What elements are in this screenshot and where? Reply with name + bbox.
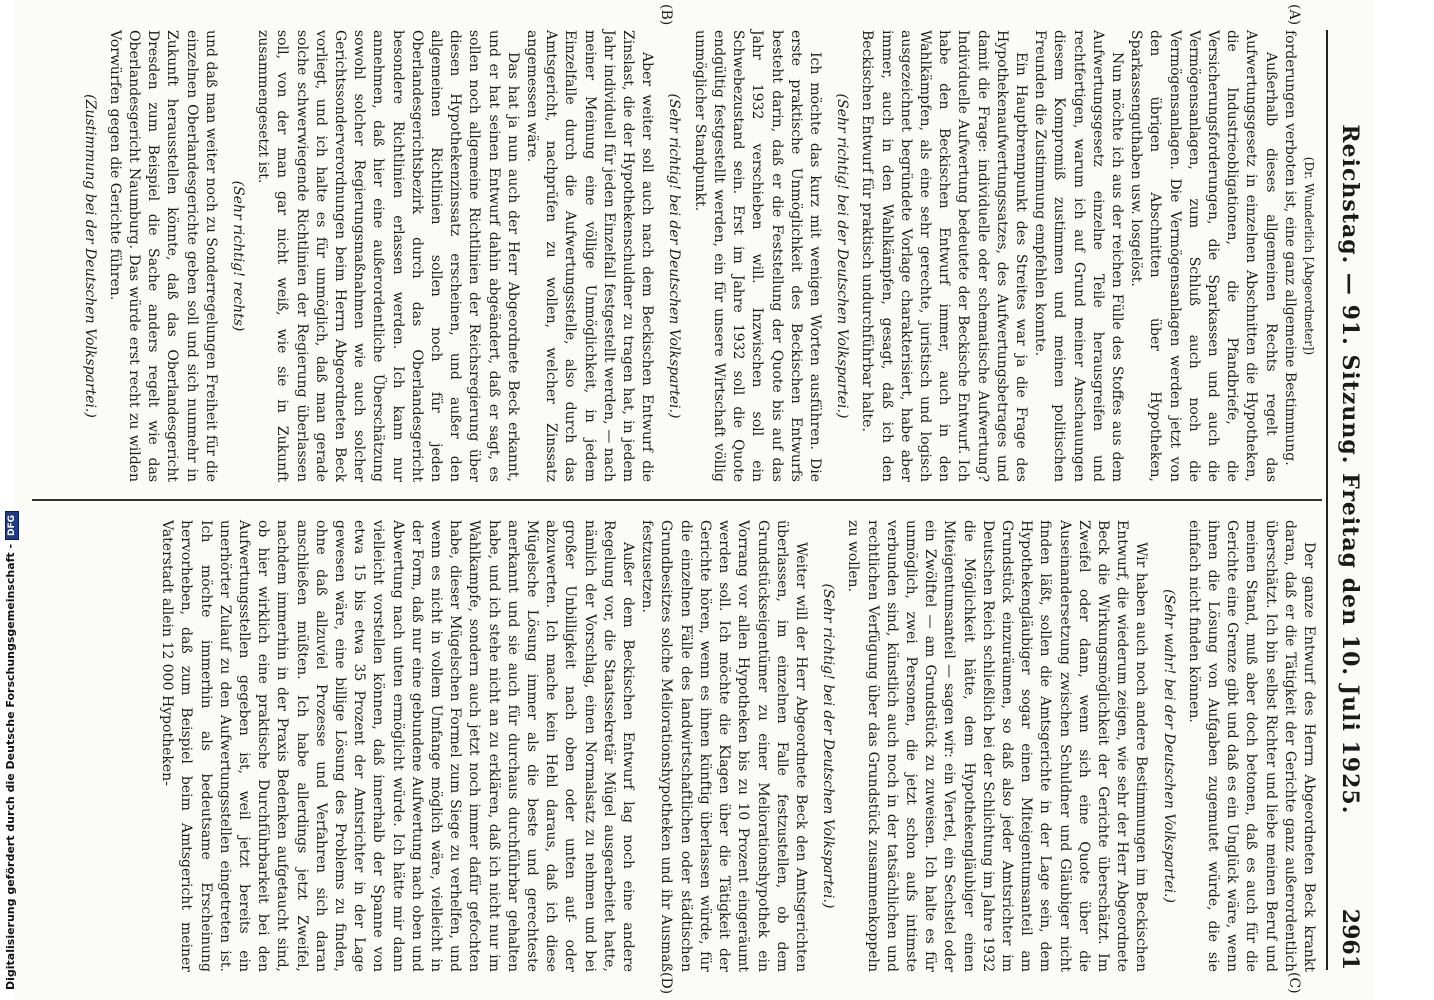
left-paragraph: Das hat ja nun auch der Herr Abgeordnete Beck erkannt, und er hat seinen Entwurf dahin abgeändert, daß er sagt, es sollen noch allgemeine Richtlinien der Reichsregierung über diesen Hypothekenzinssatz erscheinen, und außer den allgemeinen Richtlinien sollen noch für jeden Oberlandesgerichtsbezirk durch das Oberlandesgericht besondere Richtlinien erlassen werden. Ich kann nur annehmen, daß hier eine außerordentliche Überschätzung sowohl solcher Regierungsmaßnahmen wie auch solcher Gerichtssonderverordnungen beim Herrn Abgeordneten Beck vorliegt, und ich halte es für unmöglich, daß man gerade solche schwerwiegende Richtlinien der Regierung überlassen soll, von der man gar nicht weiß, wie sie in Zukunft zusammengesetzt ist.: [255, 30, 521, 482]
page-number: 2961: [1337, 908, 1363, 970]
page-header: [1330, 30, 1370, 970]
speaker-label: (Dr. Wunderlich [Abgeordneter]): [1302, 156, 1316, 356]
audience-reaction: (Sehr richtig! bei der Deutschen Volkspartei.): [834, 93, 851, 419]
left-paragraph: Ich möchte das kurz mit wenigen Worten ausführen. Die erste praktische Unmöglichkeit des Beckischen Entwurfs besteht darin, daß er die Feststellung der Quote bis auf das Jahr 1932 verschieben will. Inzwischen soll ein Schwebezustand sein. Erst im Jahre 1932 soll die Quote endgültig festgestellt werden, ein für unsere Wirtschaft völlig unmöglicher Standpunkt.: [691, 30, 823, 482]
right-paragraph: Weiter will der Herr Abgeordnete Beck den Amtsgerichten überlassen, im einzelnen Falle festzustellen, ob dem Grundstückseigentümer zu einer Meliorationshypothek ein Vorrang vor allen Hypotheken bis zu 10 Prozent eingeräumt werden soll. Ich möchte die Klagen über die Tätigkeit der Gerichte hören, wenn es ihnen künftig überlassen würde, für die einzelnen Fälle des landwirtschaftlichen oder städtischen Grundbesitzes solche Meliorationshypotheken und ihr Ausmaß festzusetzen.: [639, 520, 809, 972]
audience-reaction: (Sehr richtig! bei der Deutschen Volkspartei.): [820, 583, 837, 909]
dfg-logo-icon: DFG: [5, 511, 19, 540]
right-column: [157, 520, 1318, 972]
right-paragraph: Der ganze Entwurf des Herrn Abgeordneten Beck krankt daran, daß er die Tätigkeit der Gerichte ganz außerordentlich überschätzt. Ich bin selbst Richter und liebe meinen Beruf und meinen Stand, muß aber doch betonen, daß es auch für die Gerichte eine Grenze gibt und daß es ein Unglück wäre, wenn ihnen die Lösung von Aufgaben zugemutet würde, die sie einfach nicht finden können.: [1185, 520, 1317, 972]
audience-reaction: (Sehr richtig! rechts): [230, 180, 247, 332]
margin-marker-c: (C): [1286, 972, 1302, 994]
header-rule: [1326, 30, 1328, 970]
left-paragraph: Außerhalb dieses allgemeinen Rechts regelt das Aufwertungsgesetz in einzelnen Abschnitten die Hypotheken, die Industrieobligationen, die Pfandbriefe, die Versicherungsforderungen, die Sparkassen und auch die Vermögensanlagen, zum Schluß auch noch die Vermögensanlagen. Die Vermögensanlagen werden jetzt von den übrigen Abschnitten über Hypotheken, Sparkassenguthaben usw. losgelöst.: [1128, 30, 1279, 482]
left-paragraph: forderungen verboten ist, eine ganz allgemeine Bestimmung.: [1281, 30, 1298, 466]
audience-reaction: (Zustimmung bei der Deutschen Volkspartei.): [81, 94, 98, 418]
rotated-document-page: [14, 0, 1374, 1000]
margin-marker-d: (D): [658, 972, 674, 995]
right-paragraph: Außer dem Beckischen Entwurf lag noch eine andere Regelung vor, die Staatssekretär Mügel ausgearbeitet hatte, nämlich der Vorschlag, einen Normalsatz zu nehmen und bei großer Unbilligkeit nach oben oder unten auf- oder abzuwerten. Ich mache kein Hehl daraus, daß ich diese Mügelsche Lösung immer als die beste und gerechteste anerkannt und sie auch für durchaus durchführbar gehalten habe, und ich stehe nicht an zu erklären, daß ich nicht nur im Wahlkampfe, sondern auch jetzt noch immer dafür gefochten habe, dieser Mügelschen Formel zum Siege zu verhelfen, und wenn es nicht in vollem Umfange möglich wäre, vielleicht in der Form, daß nur eine gebundene Aufwertung nach oben und Abwertung nach unten ermöglicht würde. Ich hätte mir dann vielleicht vorstellen können, daß innerhalb der Spanne von etwa 15 bis etwa 35 Prozent der Amtsrichter in der Lage gewesen wäre, eine billige Lösung des Problems zu finden, ohne daß allzuviel Prozesse und Verfahren sich daran anschließen müßten. Ich habe allerdings jetzt Zweifel, nachdem immerhin in der Praxis Bedenken aufgetaucht sind, ob hier wirklich eine praktische Durchführbarkeit bei den Aufwertungsstellen gegeben ist, weil jetzt bereits ein unerhörter Zulauf zu den Aufwertungsstellen eingetreten ist. Ich möchte immerhin als bedeutsame Erscheinung hervorheben, daß zum Beispiel beim Amtsgericht meiner Vaterstadt allein 12 000 Hypotheken-: [159, 520, 637, 972]
right-paragraph: Wir haben auch noch andere Bestimmungen im Beckischen Entwurf, die wiederum zeigen, wie sehr der Herr Abgeordnete Beck die Wirkungsmöglichkeit der Gerichte überschätzt. Im Zweifel oder dann, wenn sich eine Quote über die Auseinandersetzung zwischen Schuldner und Gläubiger nicht finden läßt, sollen die Amtsgerichte in der Lage sein, dem Hypothekengläubiger sogar einen Miteigentumsanteil am Grundstück einzuräumen, so daß also jeder Amtsrichter im Deutschen Reich schließlich bei der Schlichtung im Jahre 1932 die Möglichkeit hätte, dem Hypothekengläubiger einen Miteigentumsanteil — sagen wir: ein Viertel, ein Sechstel oder ein Zwölftel — am Grundstück zu zuweisen. Ich halte es für unmöglich, zwei Personen, die jetzt schon aufs intimste verbunden sind, künstlich auch noch in der tatsächlichen und rechtlichen Verfügung über das Grundstück zusammenkoppeln zu wollen.: [845, 520, 1150, 972]
audience-reaction: (Sehr richtig! bei der Deutschen Volkspartei.): [666, 93, 683, 419]
digitization-credit: [4, 511, 19, 990]
page-header-title: Reichstag. — 91. Sitzung. Freitag den 10. Juli 1925.: [1337, 124, 1363, 815]
margin-marker-b: (B): [658, 4, 674, 26]
left-paragraph: Aber weiter soll auch nach dem Beckischen Entwurf die Zinslast, die der Hypothekenschuldner zu tragen hat, in jedem Jahr individuell für jeden Einzelfall festgestellt werden, — nach meiner Meinung eine völlige Unmöglichkeit, in jedem Einzelfalle durch die Aufwertungsstelle, also durch das Amtsgericht, nachprüfen zu wollen, welcher Zinssatz angemessen wäre.: [524, 30, 656, 482]
left-paragraph: Ein Hauptbrennpunkt des Streites war ja die Frage des Hypothekenaufwertungssatzes, des Aufwertungsbetrages und damit die Frage: individuelle oder schematische Aufwertung? Individuelle Aufwertung bedeutete der Beckische Entwurf. Ich habe den Beckischen Entwurf immer, auch in den Wahlkämpfen, als eine sehr gerechte, juristisch und logisch ausgezeichnet begründete Vorlage charakterisiert, habe aber immer, auch in den Wahlkämpfen, gesagt, daß ich den Beckischen Entwurf für praktisch undurchführbar halte.: [859, 30, 1029, 482]
left-paragraph: und daß man weiter noch zu Sonderregelungen Freiheit für die einzelnen Oberlandesgerichte geben soll und sich nunmehr in Zukunft herausstellen könnte, daß das Oberlandesgericht Dresden zum Beispiel die Sache anders regelt wie das Oberlandesgericht Naumburg. Das würde erst recht zu wilden Vorwürfen gegen die Gerichte führen.: [106, 30, 219, 482]
credit-text: Digitalisierung gefördert durch die Deutsche Forschungsgemeinschaft -: [4, 543, 17, 990]
audience-reaction: (Sehr wahr! bei der Deutschen Volkspartei.): [1160, 589, 1177, 903]
left-column: [71, 30, 1318, 482]
margin-marker-a: (A): [1286, 4, 1302, 26]
column-divider: [32, 499, 1322, 501]
left-paragraph: Nun möchte ich aus der reichen Fülle des Stoffes aus dem Aufwertungsgesetz einzelne Teile herausgreifen und rechtfertigen, warum ich auf Grund meiner Anschauungen diesem Kompromiß zustimmen und meinen politischen Freunden die Zustimmung empfehlen konnte.: [1032, 30, 1125, 482]
